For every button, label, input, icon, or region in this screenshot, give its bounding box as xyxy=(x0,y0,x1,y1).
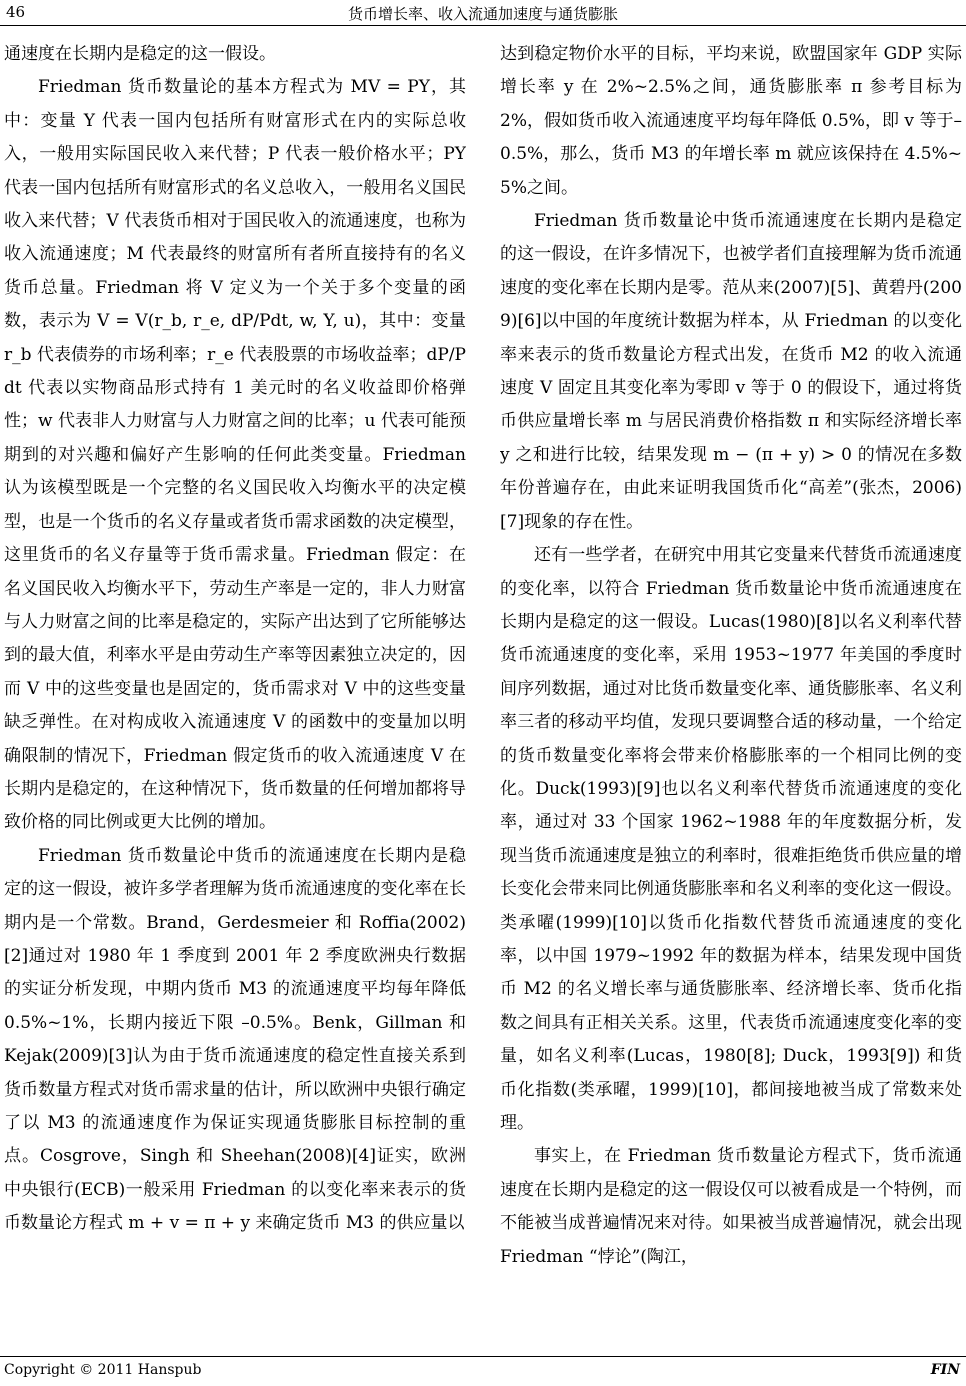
paragraph: Friedman 货币数量论中货币的流通速度在长期内是稳定的这一假设，被许多学者理解为货币流通速度的变化率在长期内是一个常数。Brand，Gerdesmeier 和 Roffia(2002)[2]通过对 1980 年 1 季度到 2001 年 2 季度欧洲央行数据的实证分析发现，中期内货币 M3 的流通速度平均每年降低 0.5%~1%，长期内接近下限 –0.5%。Benk，Gillman 和 Kejak(2009)[3]认为由于货币流通速度的稳定性直接关系到货币数量方程式对货币需求量的估计，所以欧洲中央银行确定了以 M3 的流通速度作为保证实现通货膨胀目标控制的重点。Cosgrove，Singh 和 Sheehan(2008)[4]证实，欧洲中央银行(ECB)一般采用 Friedman 的以变化率来表示的货币数量论方程式 m + v = π + y 来确定货币 M3 的供应量以 xyxy=(4,845,466,1234)
paragraph: 还有一些学者，在研究中用其它变量来代替货币流通速度的变化率，以符合 Friedman 货币数量论中货币流通速度在长期内是稳定的这一假设。Lucas(1980)[8]以名义利率代替货币流通速度的变化率，采用 1953~1977 年美国的季度时间序列数据，通过对比货币数量变化率、通货膨胀率、名义利率三者的移动平均值，发现只要调整合适的移动量，一个给定的货币数量变化率将会带来价格膨胀率的一个相同比例的变化。Duck(1993)[9]也以名义利率代替货币流通速度的变化率，通过对 33 个国家 1962~1988 年的年度数据分析，发现当货币流通速度是独立的利率时，很难拒绝货币供应量的增长变化会带来同比例通货膨胀率和名义利率的变化这一假设。类承曜(1999)[10]以货币化指数代替货币流通速度的变化率，以中国 1979~1992 年的数据为样本，结果发现中国货币 M2 的名义增长率与通货膨胀率、经济增长率、货币化指数之间具有正相关关系。这里，代表货币流通速度变化率的变量，如名义利率(Lucas，1980[8]; Duck，1993[9]) 和货币化指数(类承曜，1999)[10]，都间接地被当成了常数来处理。 xyxy=(500,545,962,1133)
paragraph: Friedman 货币数量论的基本方程式为 MV = PY，其中：变量 Y 代表一国内包括所有财富形式在内的实际总收入，一般用实际国民收入来代替；P 代表一般价格水平；PY 代表一国内包括所有财富形式的名义总收入，一般用名义国民收入来代替；V 代表货币相对于国民收入的流通速度，也称为收入流通速度；M 代表最终的财富所有者所直接持有的名义货币总量。Friedman 将 V 定义为一个关于多个变量的函数，表示为 V = V(r_b, r_e, dP/Pdt, w, Y, u)，其中：变量 r_b 代表债券的市场利率；r_e 代表股票的市场收益率；dP/Pdt 代表以实物商品形式持有 1 美元时的名义收益即价格弹性；w 代表非人力财富与人力财富之间的比率；u 代表可能预期到的对兴趣和偏好产生影响的任何此类变量。Friedman 认为该模型既是一个完整的名义国民收入均衡水平的决定模型，也是一个货币的名义存量或者货币需求函数的决定模型，这里货币的名义存量等于货币需求量。Friedman 假定：在名义国民收入均衡水平下，劳动生产率是一定的，非人力财富与人力财富之间的比率是稳定的，实际产出达到了它所能够达到的最大值，利率水平是由劳动生产率等因素独立决定的，因而 V 中的这些变量也是固定的，货币需求对 V 中的这些变量缺乏弹性。在对构成收入流通速度 V 的函数中的变量加以明确限制的情况下，Friedman 假定货币的收入流通速度 V 在长期内是稳定的，在这种情况下，货币数量的任何增加都将导致价格的同比例或更大比例的增加。 xyxy=(4,77,466,833)
page-header xyxy=(0,0,966,30)
footer-rule xyxy=(0,1356,966,1357)
page-number: 46 xyxy=(6,3,26,21)
running-title: 货币增长率、收入流通加速度与通货膨胀 xyxy=(347,5,618,23)
paragraph: 事实上，在 Friedman 货币数量论方程式下，货币流通速度在长期内是稳定的这一假设仅可以被看成是一个特例，而不能被当成普遍情况来对待。如果被当成普遍情况，就会出现 Friedman “悖论”(陶江， xyxy=(500,1146,962,1267)
paragraph: Friedman 货币数量论中货币流通速度在长期内是稳定的这一假设，在许多情况下，也被学者们直接理解为货币流通速度的变化率在长期内是零。范从来(2007)[5]、黄碧丹(2009)[6]以中国的年度统计数据为样本，从 Friedman 的以变化率来表示的货币数量论方程式出发，在货币 M2 的收入流通速度 V 固定且其变化率为零即 v 等于 0 的假设下，通过将货币供应量增长率 m 与居民消费价格指数 π 和实际经济增长率 y 之和进行比较，结果发现 m − (π + y) > 0 的情况在多数年份普遍存在，由此来证明我国货币化“高差”(张杰，2006)[7]现象的存在性。 xyxy=(500,211,962,532)
right-column xyxy=(500,38,962,1338)
copyright-notice: Copyright © 2011 Hanspub xyxy=(4,1362,202,1378)
left-column xyxy=(4,38,466,1338)
journal-code: FIN xyxy=(930,1362,960,1378)
header-rule xyxy=(0,25,966,26)
paragraph: 达到稳定物价水平的目标，平均来说，欧盟国家年 GDP 实际增长率 y 在 2%~2.5%之间，通货膨胀率 π 参考目标为 2%，假如货币收入流通速度平均每年降低 0.5%，即 v 等于–0.5%，那么，货币 M3 的年增长率 m 就应该保持在 4.5%~5%之间。 xyxy=(500,44,962,198)
paragraph: 通速度在长期内是稳定的这一假设。 xyxy=(4,44,276,64)
